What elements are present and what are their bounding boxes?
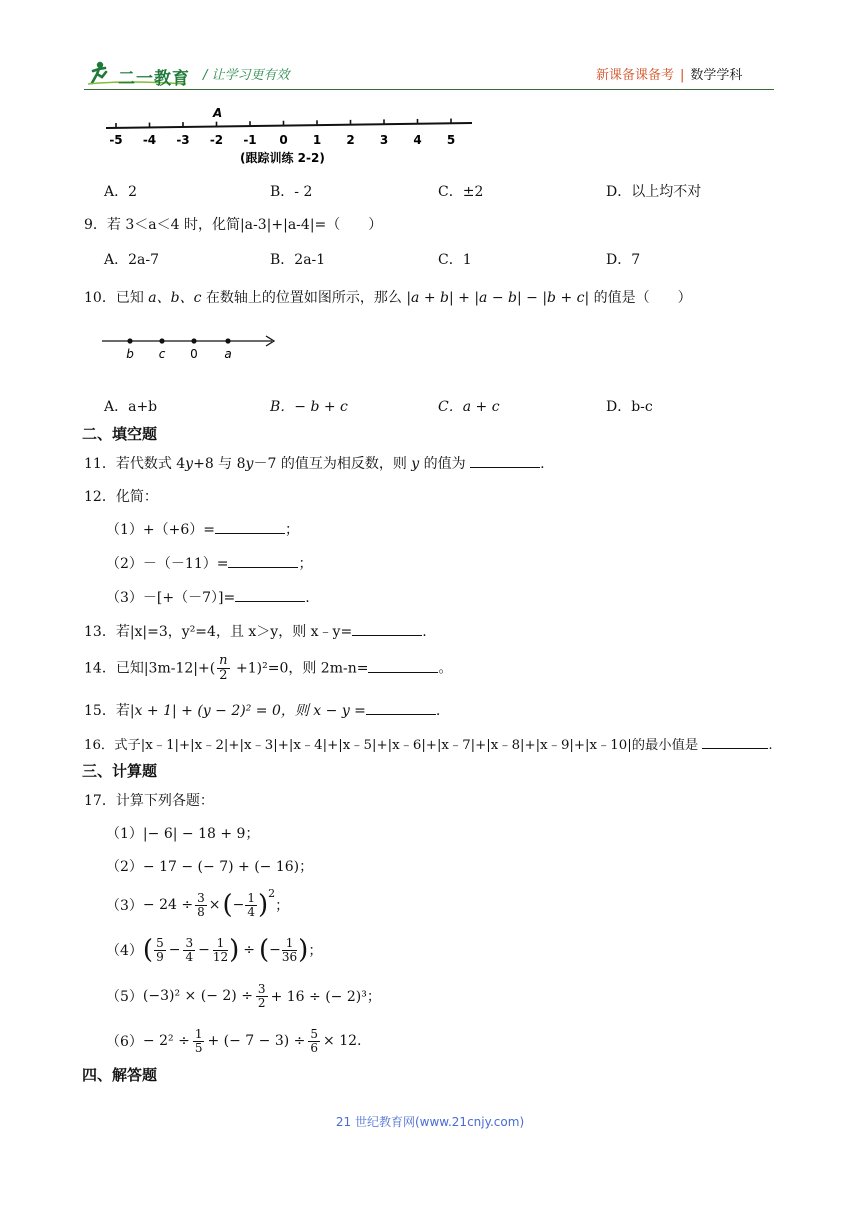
q11-answer-blank[interactable] xyxy=(470,453,540,468)
q17-p4-label: （4） xyxy=(106,943,143,959)
header-subject: 数学学科 xyxy=(690,68,743,83)
q17-p1-label: （1） xyxy=(106,826,143,842)
q12-part3-end: . xyxy=(305,590,310,606)
q17-p4-lparen2: ( xyxy=(259,935,270,965)
q11-part-b: +8 与 8 xyxy=(193,456,246,472)
q17-p4-frac1-num: 5 xyxy=(156,935,164,950)
q10-stem-prefix: 10．已知 xyxy=(84,290,149,306)
q17-p3-frac2-num: 1 xyxy=(247,890,256,905)
q10-variables: a、b、c xyxy=(148,290,202,306)
q17-part6 xyxy=(106,1021,361,1061)
number-line-point xyxy=(159,338,164,343)
q17-p6-label: （6） xyxy=(106,1034,143,1050)
q17-p4-frac2-num: 3 xyxy=(185,935,194,950)
q13-answer-blank[interactable] xyxy=(352,621,422,636)
q14-end: 。 xyxy=(438,660,453,677)
q15-prefix: 15．若 xyxy=(84,703,130,719)
number-line-point xyxy=(191,338,196,343)
number-line-tick-label: -4 xyxy=(142,133,157,147)
brand-name: 二一教育 xyxy=(118,69,190,89)
number-line-point xyxy=(225,338,230,343)
q12-part2 xyxy=(106,553,312,573)
point-a-label: A xyxy=(213,106,223,120)
q17-p4-frac3 xyxy=(213,937,228,964)
q16 xyxy=(84,734,773,753)
q10-stem-middle: 在数轴上的位置如图所示，那么 xyxy=(201,290,407,306)
number-line-figure-1 xyxy=(100,104,480,170)
q17-p4-frac1-den: 9 xyxy=(156,949,164,964)
q17-p6-a: − 2² ÷ xyxy=(142,1033,190,1049)
number-line-tick-label: -1 xyxy=(243,133,257,147)
q11-part-a: 11．若代数式 4 xyxy=(84,456,186,472)
q12-part2-text: （2）－（－11）= xyxy=(106,556,229,572)
number-line-tick-label: 0 xyxy=(279,133,288,147)
q17-p4-end: ； xyxy=(308,943,323,959)
q17-part3: （3） − 24 ÷ $\frac{3}{8}$ × ( − $\frac{1}{4}$ ) 2 ； xyxy=(106,887,290,920)
q17-p4-frac4-den: 36 xyxy=(281,949,298,964)
q13-end: . xyxy=(422,624,427,640)
q9-option-c[interactable]: C．1 xyxy=(438,252,472,268)
q17-p4-frac3-den: 12 xyxy=(212,949,229,964)
number-line-tick-label: 4 xyxy=(413,133,422,147)
number-line-point-label: b xyxy=(126,347,134,361)
q17-part1 xyxy=(106,823,259,843)
q17-p3-frac2-den: 4 xyxy=(247,904,256,919)
number-line-tick-label: -5 xyxy=(109,133,123,147)
q17-p5-frac xyxy=(256,983,268,1010)
q16-answer-blank[interactable] xyxy=(702,734,768,749)
q17-p6-frac1-den: 5 xyxy=(194,1040,203,1055)
q17-p3-frac1-den: 8 xyxy=(197,904,205,919)
q15-expression: |x + 1| + (y − 2)² = 0，则 x − y = xyxy=(129,703,366,719)
q10-expression: |a + b| + |a − b| − |b + c| xyxy=(406,290,590,306)
q11-var-y1: y xyxy=(185,456,194,472)
q10-option-d[interactable]: D．b-c xyxy=(606,399,653,415)
q10-option-b[interactable]: B．− b + c xyxy=(270,399,348,415)
footer-source: 21 世纪教育网(www.21cnjy.com) xyxy=(335,1115,525,1129)
number-line-figure-2 xyxy=(100,332,280,362)
q17-p4-frac1 xyxy=(154,937,166,964)
q10-stem xyxy=(84,287,692,307)
q12-part1-end: ； xyxy=(285,522,300,538)
q17-part4: （4） ( $\frac{5}{9}$ − $\frac{3}{4}$ − $\frac{1}{12}$ ) ÷ ( − $\frac{1}{36}$ ) ； xyxy=(106,935,323,965)
q12-part1-text: （1）+（+6）= xyxy=(106,522,216,538)
header-rule xyxy=(84,89,774,90)
q17-p6-frac1-num: 1 xyxy=(194,1026,203,1041)
number-line-tick-label: 1 xyxy=(312,133,322,147)
q17-p6-frac2-num: 5 xyxy=(310,1026,319,1041)
section-answer-title: 四、解答题 xyxy=(82,1066,158,1084)
q10-option-a[interactable]: A．a+b xyxy=(104,399,158,415)
q8-option-b[interactable]: B．- 2 xyxy=(270,184,313,200)
q14-answer-blank[interactable] xyxy=(368,658,438,673)
q12-part1-blank[interactable] xyxy=(215,519,285,534)
q17-p1-expr: |− 6| − 18 + 9； xyxy=(142,826,260,842)
number-line-tick-label: -3 xyxy=(176,133,190,147)
number-line-point-label: a xyxy=(224,347,232,361)
q17-p6-frac1 xyxy=(193,1028,205,1055)
q11-end: . xyxy=(540,456,545,472)
q17-p4-rparen2: ) xyxy=(298,935,309,965)
q17-p6-frac2-den: 6 xyxy=(310,1040,319,1055)
q17-p3-frac1-num: 3 xyxy=(197,890,205,905)
number-line-point-label: 0 xyxy=(190,347,198,361)
slogan: / 让学习更有效 xyxy=(203,68,290,83)
q17-stem: 17．计算下列各题： xyxy=(84,793,214,809)
q17-p5-frac-den: 2 xyxy=(257,995,266,1010)
q17-p4-frac4 xyxy=(282,937,297,964)
q17-p5-label: （5） xyxy=(106,989,143,1005)
q17-p3-lparen: ( xyxy=(222,890,233,920)
q17-p3-label: （3） xyxy=(106,898,143,914)
number-line-tick-label: 2 xyxy=(346,133,355,147)
q16-end: . xyxy=(768,738,773,753)
number-line-point-label: c xyxy=(158,347,166,361)
q14 xyxy=(84,654,452,683)
q17-p5-frac-num: 3 xyxy=(257,981,266,996)
q17-p4-frac3-num: 1 xyxy=(213,937,228,951)
q13 xyxy=(84,621,427,641)
q16-text: 16．式子|x﹣1|+|x﹣2|+|x﹣3|+|x﹣4|+|x﹣5|+|x﹣6|+|x﹣7|+|x﹣8|+|x﹣9|+|x﹣10|的最小值是 xyxy=(84,738,703,753)
q12-part3-text: （3）－[+（－7）]= xyxy=(106,590,236,606)
figure-caption: (跟踪训练 2-2) xyxy=(240,151,325,165)
header-right xyxy=(596,64,742,83)
q11 xyxy=(84,453,545,473)
section-calculation-title: 三、计算题 xyxy=(82,762,158,780)
number-line-tick-label: 5 xyxy=(446,133,456,147)
q10-option-c[interactable]: C．a + c xyxy=(438,399,500,415)
q12-part3-blank[interactable] xyxy=(235,587,305,602)
q9-stem: 9．若 3＜a＜4 时，化简|a-3|+|a-4|=（ ） xyxy=(84,217,383,233)
number-line-tick-label: 3 xyxy=(379,133,389,147)
section-fill-in-title: 二、填空题 xyxy=(82,425,158,443)
q8-option-d[interactable]: D．以上均不对 xyxy=(606,184,702,200)
q15-end: . xyxy=(435,703,441,719)
q17-p4-frac2 xyxy=(183,937,195,964)
q13-text: 13．若|x|=3，y²=4，且 x＞y，则 x﹣y= xyxy=(84,624,353,640)
q12-part2-blank[interactable] xyxy=(228,553,298,568)
q17-p4-lparen1: ( xyxy=(142,935,154,965)
q8-option-c[interactable]: C．±2 xyxy=(438,184,484,200)
q14-frac-numerator: n xyxy=(219,653,228,668)
q12-part3 xyxy=(106,587,310,607)
q14-part-b: +1)²=0，则 2m-n= xyxy=(231,660,369,677)
q17-p2-label: （2） xyxy=(106,859,143,875)
q17-p3-end: ； xyxy=(275,898,290,914)
q9-option-a[interactable]: A．2a-7 xyxy=(104,252,160,268)
number-line-tick-label: -2 xyxy=(209,133,224,147)
q17-p2-expr: − 17 − (− 7) + (− 16)； xyxy=(142,859,314,875)
q11-part-d: 的值为 xyxy=(419,456,471,472)
q14-part-a: 14．已知|3m-12|+( xyxy=(84,660,216,677)
q17-p6-c: × 12. xyxy=(323,1033,362,1049)
q17-part2 xyxy=(106,856,313,876)
q12-stem: 12．化简： xyxy=(84,489,158,505)
q12-part2-end: ； xyxy=(298,556,313,572)
number-line-point xyxy=(127,338,132,343)
q17-p3-times: × xyxy=(208,897,221,913)
q8-option-a[interactable]: A．2 xyxy=(104,184,138,200)
q11-var-y3: y xyxy=(411,456,420,472)
q14-frac-denominator: 2 xyxy=(219,668,228,683)
q17-p5-b: + 16 ÷ (− 2)³； xyxy=(270,989,381,1005)
q17-p3-exponent: 2 xyxy=(268,887,276,900)
header-course: 新课备课备考 xyxy=(596,68,675,83)
q9-option-d[interactable]: D．7 xyxy=(606,252,641,268)
q17-part5 xyxy=(106,976,381,1016)
header-separator: | xyxy=(680,68,685,83)
q15 xyxy=(84,700,440,720)
q17-p4-frac2-den: 4 xyxy=(185,949,194,964)
q9-option-b[interactable]: B．2a-1 xyxy=(270,252,326,268)
q17-p3-frac1 xyxy=(195,892,207,919)
q14-fraction xyxy=(217,654,229,683)
q15-answer-blank[interactable] xyxy=(366,700,436,715)
q17-p3-frac2 xyxy=(245,892,257,919)
q17-p3-a: − 24 ÷ xyxy=(142,897,194,913)
q11-var-y2: y xyxy=(245,456,254,472)
q17-p6-frac2 xyxy=(308,1028,320,1055)
q17-p4-rparen1: ) xyxy=(229,935,240,965)
q11-part-c: －7 的值互为相反数，则 xyxy=(253,456,412,472)
q10-stem-suffix: 的值是（ ） xyxy=(589,290,692,306)
q17-p4-frac4-num: 1 xyxy=(282,937,297,951)
q17-p3-rparen: ) xyxy=(258,890,269,920)
q12-part1 xyxy=(106,519,299,539)
q17-p5-a: (−3)² × (− 2) ÷ xyxy=(142,988,253,1004)
q17-p6-b: + (− 7 − 3) ÷ xyxy=(207,1033,306,1049)
